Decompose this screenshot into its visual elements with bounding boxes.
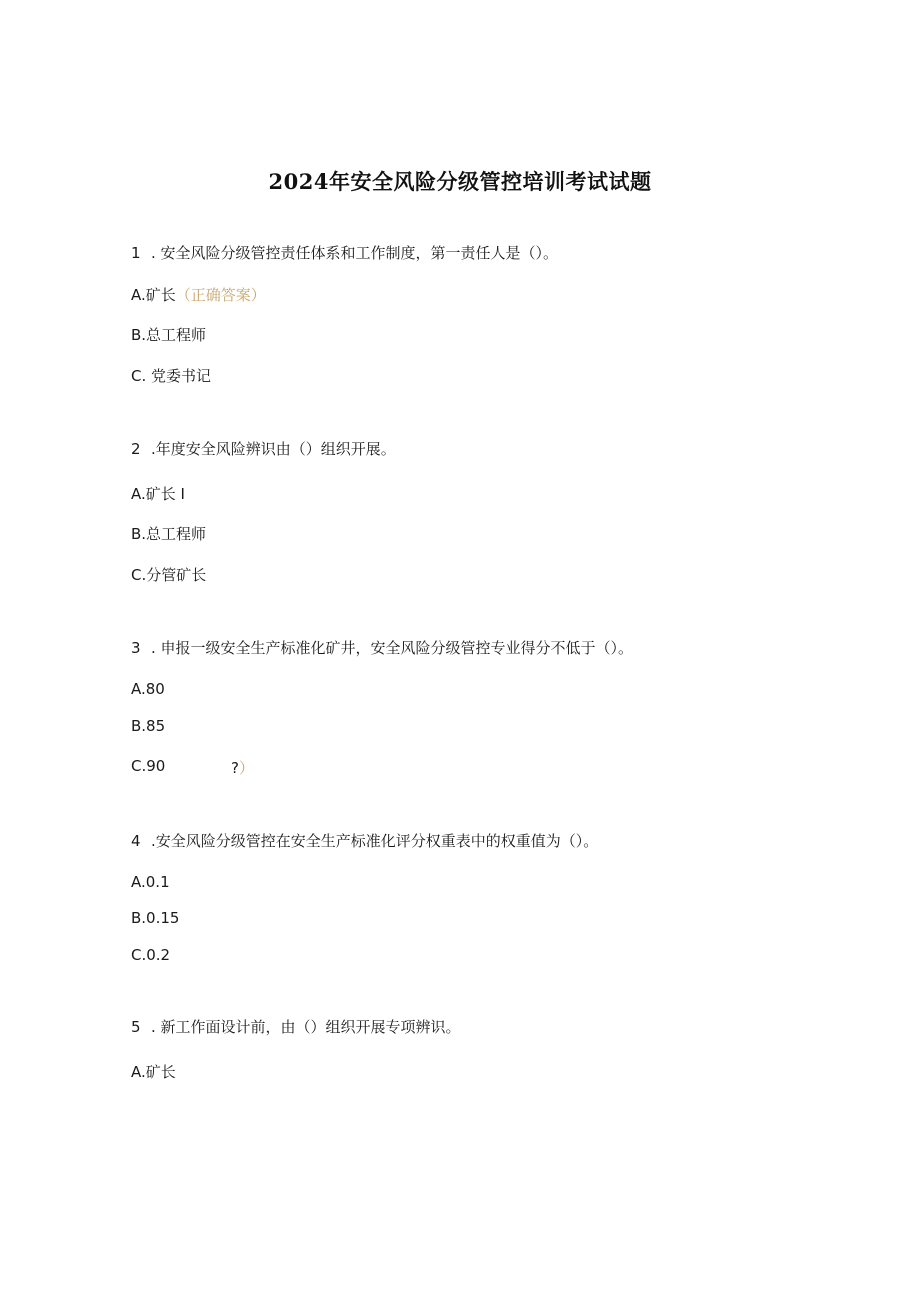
question-2-option-b xyxy=(131,523,206,544)
option-text: B.总工程师 xyxy=(131,525,207,543)
option-text: C.90 xyxy=(131,757,166,775)
option-text: A.矿长 xyxy=(131,286,176,304)
question-5-option-a xyxy=(131,1061,176,1082)
exam-title: 2024年安全风险分级管控培训考试试题 xyxy=(268,169,652,194)
question-number: 3 xyxy=(131,639,141,657)
option-text: C. 党委书记 xyxy=(131,367,212,385)
stray-paren: ） xyxy=(238,759,254,777)
question-number: 4 xyxy=(131,832,141,850)
option-text: A.80 xyxy=(131,680,165,698)
question-text: .年度安全风险辨识由（）组织开展。 xyxy=(151,440,396,458)
correct-answer-note: （正确答案） xyxy=(175,286,266,304)
stray-question-mark: ? xyxy=(231,759,239,777)
question-number: 2 xyxy=(131,440,141,458)
question-5-stem xyxy=(131,1016,461,1037)
question-3-option-a xyxy=(131,680,165,698)
question-1-option-a xyxy=(131,284,266,305)
option-text: B.总工程师 xyxy=(131,326,207,344)
option-text: A.矿长 I xyxy=(131,485,185,503)
question-text: . 安全风险分级管控责任体系和工作制度，第一责任人是（）。 xyxy=(151,244,559,262)
option-text: B.85 xyxy=(131,717,166,735)
option-text: A.矿长 xyxy=(131,1063,176,1081)
question-1-stem xyxy=(131,242,558,263)
option-text: A.0.1 xyxy=(131,873,170,891)
question-text: .安全风险分级管控在安全生产标准化评分权重表中的权重值为（）。 xyxy=(151,832,599,850)
question-4-stem xyxy=(131,830,598,851)
question-3-option-b xyxy=(131,717,165,735)
question-text: . 新工作面设计前，由（）组织开展专项辨识。 xyxy=(151,1018,461,1036)
question-4-option-b xyxy=(131,909,179,927)
question-number: 1 xyxy=(131,244,141,262)
option-text: C.0.2 xyxy=(131,946,171,964)
question-1-option-b xyxy=(131,324,206,345)
question-text: . 申报一级安全生产标准化矿井，安全风险分级管控专业得分不低于（）。 xyxy=(151,639,634,657)
question-4-option-a xyxy=(131,873,170,891)
stray-mark xyxy=(231,757,254,778)
question-1-option-c xyxy=(131,365,211,386)
question-2-stem xyxy=(131,438,396,459)
question-2-option-a xyxy=(131,483,185,504)
question-number: 5 xyxy=(131,1018,141,1036)
question-3-stem xyxy=(131,637,633,658)
question-4-option-c xyxy=(131,946,170,964)
question-2-option-c xyxy=(131,564,206,585)
option-text: C.分管矿长 xyxy=(131,566,207,584)
option-text: B.0.15 xyxy=(131,909,180,927)
question-3-option-c xyxy=(131,757,165,775)
